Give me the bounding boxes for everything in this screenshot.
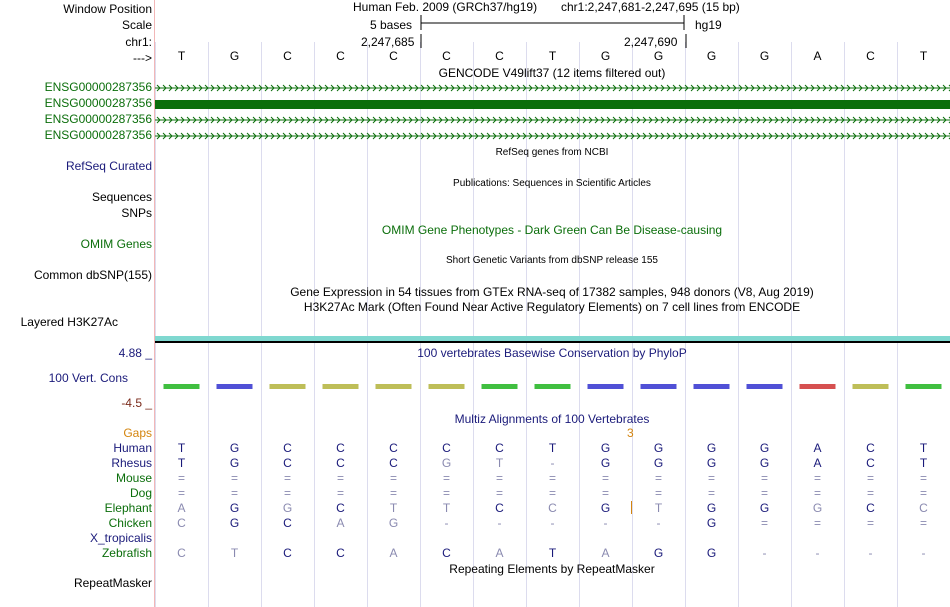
alignment-base: G: [229, 516, 240, 530]
alignment-base: G: [812, 501, 823, 515]
label-strand-arrow[interactable]: --->: [133, 51, 152, 65]
alignment-base: C: [336, 546, 345, 560]
alignment-base: T: [177, 456, 186, 470]
publications-title: Publications: Sequences in Scientific Articles: [453, 178, 651, 189]
alignment-base: T: [548, 441, 557, 455]
alignment-base: =: [760, 486, 768, 500]
dbsnp-title: Short Genetic Variants from dbSNP release 155: [446, 255, 658, 266]
gap-marker: [631, 501, 632, 514]
alignment-base: =: [813, 516, 821, 530]
base-letter: G: [706, 49, 717, 63]
alignment-base: =: [389, 486, 397, 500]
label-species-human[interactable]: Human: [113, 441, 152, 455]
label-phylop-max: 4.88 _: [118, 346, 152, 360]
alignment-base: T: [230, 546, 239, 560]
alignment-base: -: [868, 546, 873, 560]
label-chrom[interactable]: chr1:: [125, 35, 152, 49]
alignment-base: C: [177, 516, 186, 530]
base-letter: C: [283, 49, 292, 63]
gap-number: 3: [627, 426, 634, 440]
alignment-base: =: [389, 471, 397, 485]
alignment-base: =: [813, 471, 821, 485]
label-repeatmasker[interactable]: RepeatMasker: [73, 576, 152, 590]
alignment-base: C: [919, 501, 928, 515]
alignment-base: C: [495, 441, 504, 455]
alignment-base: =: [919, 471, 927, 485]
label-omim[interactable]: OMIM Genes: [80, 237, 152, 251]
multiz-title: Multiz Alignments of 100 Vertebrates: [454, 412, 650, 426]
alignment-base: =: [230, 471, 238, 485]
alignment-base: =: [336, 471, 344, 485]
alignment-base: G: [706, 546, 717, 560]
alignment-base: =: [230, 486, 238, 500]
alignment-base: G: [653, 456, 664, 470]
cons-base-mark: [747, 384, 783, 389]
alignment-base: =: [336, 486, 344, 500]
alignment-base: G: [229, 501, 240, 515]
track-labels: [0, 0, 155, 607]
alignment-base: G: [653, 441, 664, 455]
label-scale[interactable]: Scale: [121, 18, 152, 32]
alignment-base: =: [760, 471, 768, 485]
alignment-base: T: [389, 501, 398, 515]
gencode-tracks[interactable]: [155, 80, 950, 140]
alignment-base: C: [336, 441, 345, 455]
alignment-base: C: [336, 501, 345, 515]
alignment-base: G: [653, 546, 664, 560]
cons-base-mark: [588, 384, 624, 389]
alignment-base: G: [706, 501, 717, 515]
cons-base-mark: [482, 384, 518, 389]
alignment-base: =: [442, 486, 450, 500]
label-refseq[interactable]: RefSeq Curated: [65, 159, 152, 173]
label-species-mouse[interactable]: Mouse: [115, 471, 152, 485]
alignment-base: =: [866, 516, 874, 530]
alignment-base: G: [388, 516, 399, 530]
alignment-base: G: [600, 441, 611, 455]
assembly-text: Human Feb. 2009 (GRCh37/hg19): [353, 0, 538, 14]
alignment-base: =: [495, 471, 503, 485]
cons-base-mark: [323, 384, 359, 389]
alignment-base: =: [283, 471, 291, 485]
alignment-base: =: [601, 486, 609, 500]
alignment-base: A: [813, 456, 822, 470]
alignment-base: G: [759, 501, 770, 515]
gencode-title: GENCODE V49lift37 (12 items filtered out): [438, 66, 666, 80]
cons-base-mark: [270, 384, 306, 389]
alignment-base: C: [548, 501, 557, 515]
alignment-base: G: [759, 441, 770, 455]
alignment-base: =: [177, 486, 185, 500]
base-letter: C: [495, 49, 504, 63]
alignment-base: =: [654, 486, 662, 500]
alignment-base: C: [866, 501, 875, 515]
base-letter: C: [336, 49, 345, 63]
alignment-base: T: [919, 456, 928, 470]
label-gencode-3[interactable]: ENSG00000287356: [44, 128, 152, 142]
base-letter: G: [759, 49, 770, 63]
alignment-base: -: [921, 546, 926, 560]
base-letter: G: [653, 49, 664, 63]
omim-title: OMIM Gene Phenotypes - Dark Green Can Be Disease-causing: [381, 223, 723, 237]
base-letter: G: [600, 49, 611, 63]
label-window-position[interactable]: Window Position: [63, 2, 152, 16]
alignment-base: C: [442, 441, 451, 455]
alignment-base: C: [336, 456, 345, 470]
scale-db: hg19: [695, 18, 722, 32]
alignment-base: -: [550, 456, 555, 470]
base-letter: G: [229, 49, 240, 63]
base-letter: T: [548, 49, 557, 63]
cons-base-mark: [800, 384, 836, 389]
alignment-base: -: [444, 516, 449, 530]
alignment-base: -: [815, 546, 820, 560]
label-gencode-0[interactable]: ENSG00000287356: [44, 80, 152, 94]
phylop-title: 100 vertebrates Basewise Conservation by PhyloP: [417, 346, 687, 360]
scale-bar: [155, 0, 950, 50]
alignment-base: A: [601, 546, 610, 560]
alignment-base: G: [706, 441, 717, 455]
alignment-base: =: [707, 471, 715, 485]
alignment-base: =: [760, 516, 768, 530]
alignment-base: -: [656, 516, 661, 530]
alignment-base: =: [601, 471, 609, 485]
alignment-base: =: [866, 486, 874, 500]
cons-base-mark: [164, 384, 200, 389]
label-snps[interactable]: SNPs: [121, 206, 152, 220]
alignment-base: T: [495, 456, 504, 470]
alignment-base: =: [919, 486, 927, 500]
tick-right-label: 2,247,690: [624, 35, 678, 49]
repeatmasker-title: Repeating Elements by RepeatMasker: [449, 562, 655, 576]
alignment-base: -: [762, 546, 767, 560]
label-dbsnp[interactable]: Common dbSNP(155): [33, 268, 152, 282]
alignment-base: G: [706, 456, 717, 470]
label-species-elephant[interactable]: Elephant: [104, 501, 152, 515]
alignment-base: -: [603, 516, 608, 530]
alignment-base: C: [442, 546, 451, 560]
alignment-base: T: [919, 441, 928, 455]
base-letter: C: [866, 49, 875, 63]
label-species-xtropicalis[interactable]: X_tropicalis: [89, 531, 152, 545]
alignment-base: A: [389, 546, 398, 560]
alignment-base: T: [548, 546, 557, 560]
label-gencode-1[interactable]: ENSG00000287356: [44, 96, 152, 110]
cons-base-mark: [694, 384, 730, 389]
alignment-base: T: [442, 501, 451, 515]
alignment-base: =: [495, 486, 503, 500]
alignment-base: -: [550, 516, 555, 530]
alignment-base: G: [229, 456, 240, 470]
position-text: chr1:2,247,681-2,247,695 (15 bp): [561, 0, 740, 14]
alignment-base: G: [441, 456, 452, 470]
alignment-base: G: [600, 456, 611, 470]
alignment-base: A: [177, 501, 186, 515]
alignment-base: G: [282, 501, 293, 515]
alignment-base: A: [336, 516, 345, 530]
h3k27ac-title: H3K27Ac Mark (Often Found Near Active Regulatory Elements) on 7 cell lines from ENCODE: [303, 300, 801, 314]
alignment-base: A: [813, 441, 822, 455]
alignment-base: C: [389, 456, 398, 470]
alignment-base: C: [866, 441, 875, 455]
alignment-base: =: [548, 471, 556, 485]
label-gencode-2[interactable]: ENSG00000287356: [44, 112, 152, 126]
gencode-exon[interactable]: [155, 100, 950, 109]
label-species-dog[interactable]: Dog: [129, 486, 152, 500]
cons-base-mark: [853, 384, 889, 389]
alignment-base: C: [866, 456, 875, 470]
alignment-base: =: [442, 471, 450, 485]
alignment-base: =: [813, 486, 821, 500]
label-sequences[interactable]: Sequences: [91, 190, 152, 204]
phylop-logo[interactable]: [155, 378, 950, 408]
cons-base-mark: [217, 384, 253, 389]
alignment-base: T: [654, 501, 663, 515]
alignment-base: -: [497, 516, 502, 530]
h3k27ac-baseline: [155, 341, 950, 343]
label-phylop-min: -4.5 _: [121, 396, 152, 410]
alignment-base: =: [866, 471, 874, 485]
cons-base-mark: [906, 384, 942, 389]
base-letter: A: [813, 49, 822, 63]
alignment-base: G: [759, 456, 770, 470]
alignment-base: =: [919, 516, 927, 530]
alignment-base: C: [389, 441, 398, 455]
base-letter: T: [177, 49, 186, 63]
alignment-base: C: [283, 546, 292, 560]
cons-base-mark: [429, 384, 465, 389]
alignment-base: C: [283, 516, 292, 530]
alignment-base: =: [707, 486, 715, 500]
tick-left-label: 2,247,685: [361, 35, 415, 49]
label-species-zebrafish[interactable]: Zebrafish: [101, 546, 152, 560]
alignment-base: T: [177, 441, 186, 455]
alignment-base: A: [495, 546, 504, 560]
alignment-base: =: [283, 486, 291, 500]
base-letter: C: [442, 49, 451, 63]
cons-base-mark: [535, 384, 571, 389]
cons-base-mark: [641, 384, 677, 389]
alignment-base: C: [283, 441, 292, 455]
alignment-base: C: [177, 546, 186, 560]
alignment-base: G: [600, 501, 611, 515]
label-species-chicken[interactable]: Chicken: [108, 516, 152, 530]
gtex-title: Gene Expression in 54 tissues from GTEx RNA-seq of 17382 samples, 948 donors (V8, Aug 2019): [290, 285, 814, 299]
alignment-base: =: [177, 471, 185, 485]
alignment-base: C: [283, 456, 292, 470]
label-cons[interactable]: 100 Vert. Cons: [48, 371, 128, 385]
alignment-base: G: [706, 516, 717, 530]
refseq-title: RefSeq genes from NCBI: [495, 147, 609, 158]
alignment-base: =: [654, 471, 662, 485]
label-gaps[interactable]: Gaps: [123, 426, 152, 440]
label-species-rhesus[interactable]: Rhesus: [111, 456, 152, 470]
alignment-base: =: [548, 486, 556, 500]
cons-base-mark: [376, 384, 412, 389]
label-h3k27ac[interactable]: Layered H3K27Ac: [20, 315, 118, 329]
track-area[interactable]: [155, 0, 950, 607]
scale-text: 5 bases: [370, 18, 413, 32]
alignment-base: C: [495, 501, 504, 515]
base-letter: T: [919, 49, 928, 63]
base-letter: C: [389, 49, 398, 63]
alignment-base: G: [229, 441, 240, 455]
